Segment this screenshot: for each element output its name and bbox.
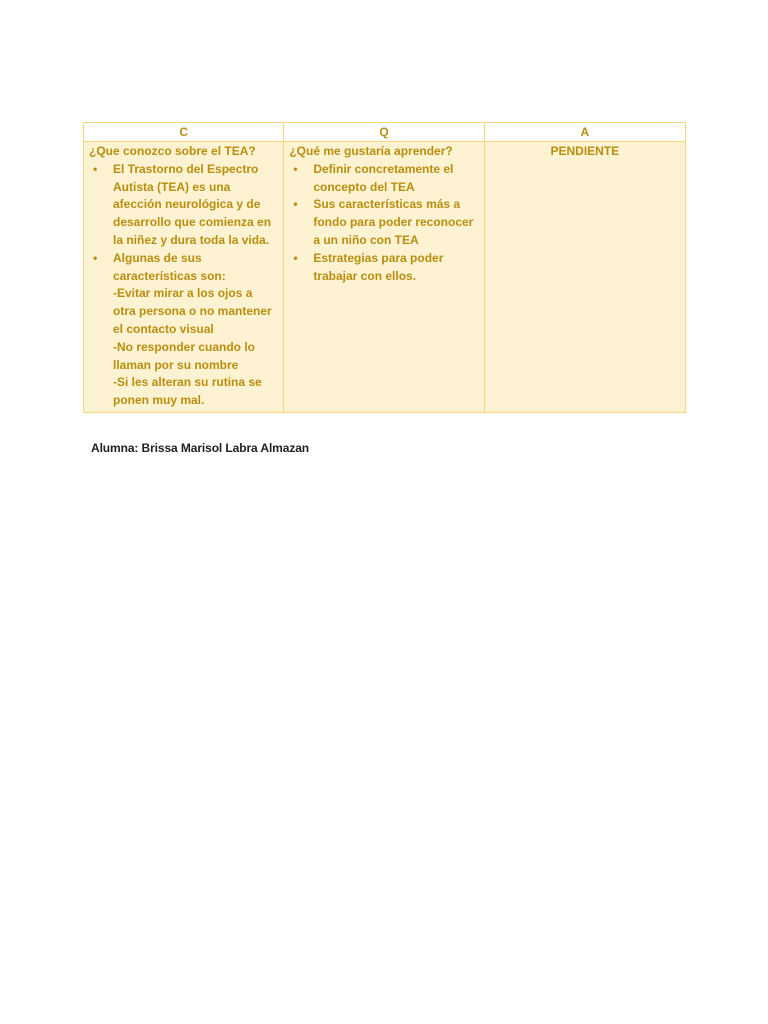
cell-c-list	[89, 161, 278, 410]
list-sub-line: -Evitar mirar a los ojos a otra persona o no mantener el contacto visual	[113, 286, 272, 336]
list-item	[89, 161, 278, 250]
list-item-text: Sus características más a fondo para poder reconocer a un niño con TEA	[313, 197, 474, 247]
cell-q-title: ¿Qué me gustaría aprender?	[289, 144, 453, 158]
cell-c	[84, 142, 284, 413]
content-row	[84, 142, 686, 413]
list-sub-line: -No responder cuando lo llaman por su nombre	[113, 339, 256, 372]
cqa-table	[83, 122, 686, 413]
list-item	[289, 161, 478, 197]
header-a: A	[484, 123, 685, 142]
cell-c-title: ¿Que conozco sobre el TEA?	[89, 144, 256, 158]
bullet-icon: •	[293, 161, 298, 176]
cell-a	[484, 142, 685, 413]
list-item	[89, 250, 278, 410]
list-sub-line: -Si les alteran su rutina se ponen muy mal.	[113, 375, 262, 408]
cell-q	[284, 142, 484, 413]
header-q: Q	[284, 123, 484, 142]
pending-label: PENDIENTE	[550, 144, 620, 158]
bullet-icon: •	[93, 161, 98, 176]
list-item-text: Definir concretamente el concepto del TEA	[313, 161, 454, 194]
header-c: C	[84, 123, 284, 142]
cell-q-list	[289, 161, 478, 286]
list-item-text: El Trastorno del Espectro Autista (TEA) es una afección neurológica y de desarrollo que comienza en la niñez y dura toda la vida.	[113, 161, 272, 247]
bullet-icon: •	[293, 197, 298, 212]
list-item-text: Estrategias para poder trabajar con ellos.	[313, 250, 444, 283]
header-row	[84, 123, 686, 142]
bullet-icon: •	[293, 250, 298, 265]
student-name: Alumna: Brissa Marisol Labra Almazan	[91, 441, 310, 455]
list-item	[289, 250, 478, 286]
list-item-text: Algunas de sus características son:	[113, 250, 226, 283]
bullet-icon: •	[93, 250, 98, 265]
list-item	[289, 196, 478, 249]
